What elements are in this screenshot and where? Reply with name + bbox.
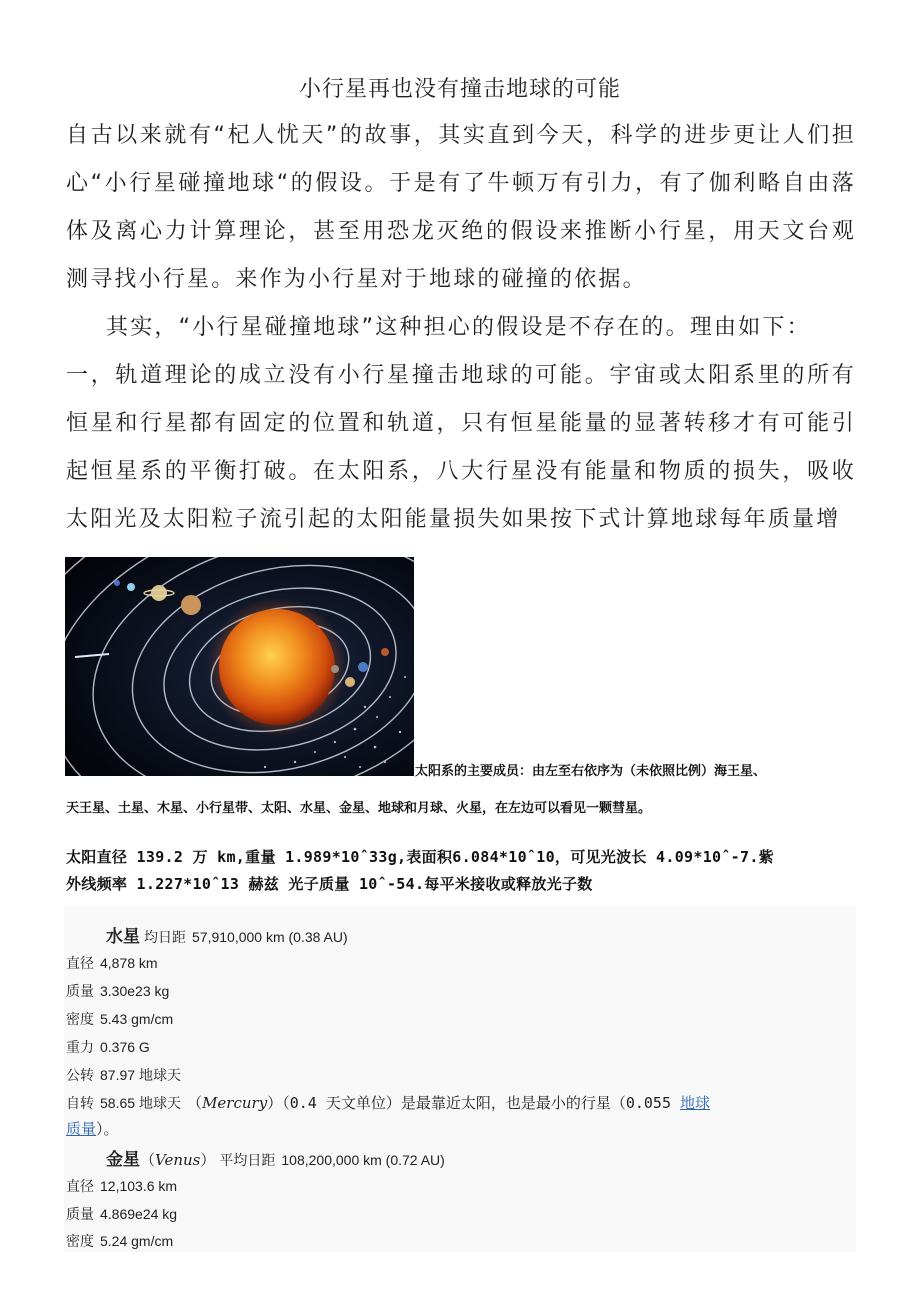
paragraph-intro: 自古以来就有“杞人忧天”的故事，其实直到今天，科学的进步更让人们担心“小行星碰撞地球“的假设。于是有了牛顿万有引力，有了伽利略自由落体及离心力计算理论，甚至用恐龙灭绝的假设来推断小行星，用天文台观测寻找小行星。来作为小行星对于地球的碰撞的依据。	[66, 123, 856, 292]
row-value: 5.43 gm/cm	[100, 1011, 174, 1027]
mercury-row-rotation-cont	[66, 1118, 119, 1139]
row-unit: 地球天	[139, 1068, 182, 1084]
row-label: 公转	[66, 1068, 94, 1084]
sun-info-line-1: 太阳直径 139.2 万 km,重量 1.989*10ˆ33g,表面积6.084*10ˆ10，可见光波长 4.09*10ˆ-7.紫	[66, 848, 774, 866]
mercury-row-diameter	[66, 953, 158, 973]
paren-close: ）	[267, 1094, 283, 1112]
mercury-row-orbit	[66, 1065, 187, 1085]
row-value: 87.97	[100, 1067, 136, 1083]
row-label: 密度	[66, 1234, 94, 1250]
row-label: 直径	[66, 956, 94, 972]
venus-name: 金星	[106, 1150, 140, 1170]
row-value: 58.65	[100, 1095, 136, 1111]
paren-close: ）	[200, 1151, 216, 1169]
row-value: 0.376 G	[100, 1039, 150, 1055]
solar-system-illustration	[65, 557, 414, 776]
row-label: 质量	[66, 984, 94, 1000]
row-label: 自转	[66, 1096, 94, 1112]
paragraph-thesis: 其实，“小行星碰撞地球”这种担心的假设是不存在的。理由如下：	[106, 315, 811, 340]
mercury-latin-name: Mercury	[202, 1094, 268, 1112]
mercury-dist-label: 均日距	[144, 930, 186, 946]
row-label: 密度	[66, 1012, 94, 1028]
sun-info-line-2: 外线频率 1.227*10ˆ13 赫兹 光子质量 10ˆ-54.每平米接收或释放光子数	[66, 875, 593, 893]
mercury-name: 水星	[106, 927, 140, 947]
mass-link[interactable]: 质量	[66, 1120, 97, 1138]
venus-latin-name: Venus	[155, 1151, 201, 1169]
venus-row-diameter	[66, 1176, 177, 1196]
row-value: 5.24 gm/cm	[100, 1233, 174, 1249]
page-title: 小行星再也没有撞击地球的可能	[298, 77, 621, 102]
row-label: 直径	[66, 1179, 94, 1195]
image-caption-line-2: 天王星、土星、木星、小行星带、太阳、水星、金星、地球和月球、火星，在左边可以看见一颗彗星。	[66, 801, 652, 816]
venus-dist-value: 108,200,000 km (0.72 AU)	[281, 1152, 445, 1168]
row-label: 重力	[66, 1040, 94, 1056]
row-value: 3.30e23 kg	[100, 983, 170, 999]
image-caption-line-1: 太阳系的主要成员：由左至右依序为（未依照比例）海王星、	[415, 764, 767, 779]
mercury-heading	[106, 922, 348, 947]
venus-row-density	[66, 1231, 173, 1251]
mercury-row-gravity	[66, 1037, 150, 1057]
row-value: 12,103.6 km	[100, 1178, 178, 1194]
paren-open: （	[187, 1094, 203, 1112]
row-unit: 地球天	[139, 1096, 182, 1112]
earth-link[interactable]: 地球	[680, 1094, 711, 1112]
mercury-description-tail: ）。	[96, 1120, 119, 1138]
venus-heading	[106, 1145, 445, 1170]
sun-info	[66, 844, 866, 898]
row-label: 质量	[66, 1207, 94, 1223]
mercury-description: （0.4 天文单位）是最靠近太阳，也是最小的行星（0.055	[282, 1094, 681, 1112]
mercury-row-rotation	[66, 1092, 710, 1113]
paragraph-orbit-theory: 一，轨道理论的成立没有小行星撞击地球的可能。宇宙或太阳系里的所有恒星和行星都有固定的位置和轨道，只有恒星能量的显著转移才有可能引起恒星系的平衡打破。在太阳系，八大行星没有能量和物质的损失，吸收太阳光及太阳粒子流引起的太阳能量损失如果按下式计算地球每年质量增	[66, 363, 856, 532]
mercury-row-density	[66, 1009, 173, 1029]
row-value: 4.869e24 kg	[100, 1206, 178, 1222]
mercury-dist-value: 57,910,000 km (0.38 AU)	[192, 929, 348, 945]
venus-dist-label: 平均日距	[219, 1153, 276, 1169]
row-value: 4,878 km	[100, 955, 158, 971]
solar-system-image	[65, 557, 414, 776]
paren-open: （	[140, 1151, 156, 1169]
mercury-row-mass	[66, 981, 169, 1001]
venus-row-mass	[66, 1204, 177, 1224]
